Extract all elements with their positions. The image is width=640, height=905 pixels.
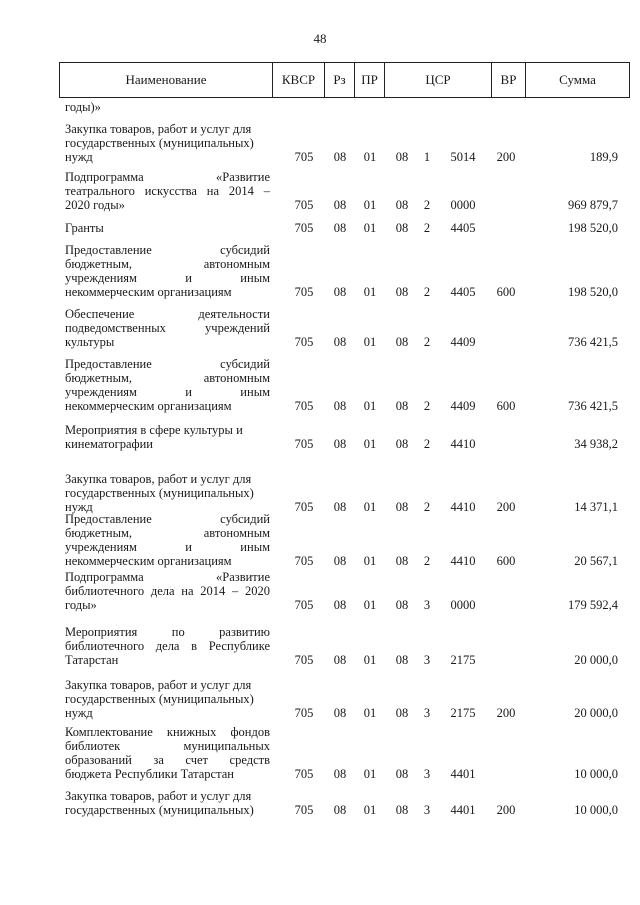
row-name-line: государственных (муниципальных) (65, 486, 254, 500)
cell-rz: 08 (333, 399, 347, 413)
row-name-line: бюджетным, автономным (65, 257, 270, 271)
cell-pr: 01 (363, 437, 377, 451)
cell-c3: 4410 (450, 437, 476, 451)
cell-pr: 01 (363, 767, 377, 781)
row-name-line: учреждениям и иным (65, 271, 270, 285)
row-name (65, 570, 270, 612)
cell-c1: 08 (395, 598, 409, 612)
row-name-line: Закупка товаров, работ и услуг для (65, 789, 252, 803)
cell-c1: 08 (395, 767, 409, 781)
row-name-line: Татарстан (65, 653, 119, 667)
table-row (0, 307, 640, 349)
cell-kvsr: 705 (294, 335, 314, 349)
row-name-line: Комплектование книжных фондов (65, 725, 270, 739)
row-name-line: библиотечного дела в Республике (65, 639, 270, 653)
cell-rz: 08 (333, 598, 347, 612)
row-name-line: бюджета Республики Татарстан (65, 767, 234, 781)
cell-c1: 08 (395, 285, 409, 299)
row-name-line: Гранты (65, 221, 104, 235)
cell-pr: 01 (363, 399, 377, 413)
row-name (65, 423, 270, 451)
table-row (0, 122, 640, 164)
cell-rz: 08 (333, 221, 347, 235)
cell-kvsr: 705 (294, 598, 314, 612)
cell-kvsr: 705 (294, 150, 314, 164)
row-name-line: библиотечного дела на 2014 – 2020 (65, 584, 270, 598)
row-name-line: бюджетным, автономным (65, 526, 270, 540)
row-name (65, 243, 270, 299)
row-name-line: Предоставление субсидий (65, 357, 270, 371)
table-row (0, 678, 640, 720)
row-name (65, 625, 270, 667)
row-name (65, 307, 270, 349)
cell-sum: 20 000,0 (574, 706, 618, 720)
cell-rz: 08 (333, 803, 347, 817)
cell-vr: 600 (496, 554, 516, 568)
cell-c1: 08 (395, 437, 409, 451)
cell-c1: 08 (395, 150, 409, 164)
cell-c2: 2 (423, 285, 431, 299)
cell-vr: 200 (496, 150, 516, 164)
table-row (0, 472, 640, 514)
table-row (0, 170, 640, 212)
table-row (0, 100, 640, 114)
header-rz: Рз (325, 63, 355, 97)
cell-rz: 08 (333, 437, 347, 451)
cell-c1: 08 (395, 198, 409, 212)
cell-c3: 4409 (450, 399, 476, 413)
cell-pr: 01 (363, 598, 377, 612)
cell-c3: 4410 (450, 500, 476, 514)
row-name-line: Подпрограмма «Развитие (65, 570, 270, 584)
cell-kvsr: 705 (294, 767, 314, 781)
cell-pr: 01 (363, 554, 377, 568)
row-name-line: Закупка товаров, работ и услуг для (65, 472, 252, 486)
cell-rz: 08 (333, 767, 347, 781)
row-name-line: некоммерческим организациям (65, 285, 232, 299)
cell-c2: 3 (423, 598, 431, 612)
header-pr: ПР (355, 63, 385, 97)
cell-sum: 10 000,0 (574, 803, 618, 817)
cell-c1: 08 (395, 399, 409, 413)
row-name-line: государственных (муниципальных) (65, 803, 254, 817)
row-name-line: Мероприятия в сфере культуры и (65, 423, 243, 437)
row-name-line: государственных (муниципальных) (65, 692, 254, 706)
table-row (0, 725, 640, 781)
cell-kvsr: 705 (294, 653, 314, 667)
row-name-line: некоммерческим организациям (65, 399, 232, 413)
cell-c3: 0000 (450, 198, 476, 212)
cell-c1: 08 (395, 500, 409, 514)
cell-sum: 736 421,5 (568, 335, 618, 349)
cell-kvsr: 705 (294, 706, 314, 720)
row-name-line: годы» (65, 598, 97, 612)
table-row (0, 423, 640, 451)
cell-c2: 2 (423, 554, 431, 568)
cell-kvsr: 705 (294, 285, 314, 299)
cell-sum: 969 879,7 (568, 198, 618, 212)
row-name-line: учреждениям и иным (65, 540, 270, 554)
table-row (0, 243, 640, 299)
row-name (65, 789, 270, 817)
cell-sum: 189,9 (589, 150, 618, 164)
row-name (65, 170, 270, 212)
row-name (65, 221, 270, 235)
cell-pr: 01 (363, 198, 377, 212)
cell-c3: 4405 (450, 221, 476, 235)
cell-pr: 01 (363, 221, 377, 235)
cell-rz: 08 (333, 706, 347, 720)
cell-sum: 736 421,5 (568, 399, 618, 413)
cell-kvsr: 705 (294, 437, 314, 451)
cell-c1: 08 (395, 653, 409, 667)
row-name-line: кинематографии (65, 437, 154, 451)
table-row (0, 789, 640, 817)
cell-c1: 08 (395, 803, 409, 817)
cell-kvsr: 705 (294, 554, 314, 568)
row-name-line: театрального искусства на 2014 – (65, 184, 270, 198)
row-name (65, 122, 270, 164)
row-name-line: нужд (65, 500, 93, 514)
row-name-line: образований за счет средств (65, 753, 270, 767)
header-name: Наименование (60, 63, 273, 97)
cell-vr: 200 (496, 803, 516, 817)
cell-c2: 2 (423, 221, 431, 235)
cell-pr: 01 (363, 706, 377, 720)
cell-sum: 20 567,1 (574, 554, 618, 568)
cell-c2: 2 (423, 437, 431, 451)
cell-c2: 2 (423, 335, 431, 349)
row-name-line: Подпрограмма «Развитие (65, 170, 270, 184)
cell-sum: 10 000,0 (574, 767, 618, 781)
cell-c1: 08 (395, 554, 409, 568)
cell-c3: 4409 (450, 335, 476, 349)
row-name (65, 725, 270, 781)
cell-c2: 3 (423, 803, 431, 817)
row-name-line: 2020 годы» (65, 198, 125, 212)
row-name-line: культуры (65, 335, 115, 349)
cell-c3: 4405 (450, 285, 476, 299)
row-name-line: некоммерческим организациям (65, 554, 232, 568)
header-csr: ЦСР (385, 63, 492, 97)
cell-pr: 01 (363, 500, 377, 514)
row-name-line: Мероприятия по развитию (65, 625, 270, 639)
cell-c3: 5014 (450, 150, 476, 164)
cell-c2: 3 (423, 767, 431, 781)
cell-pr: 01 (363, 335, 377, 349)
cell-rz: 08 (333, 500, 347, 514)
cell-sum: 20 000,0 (574, 653, 618, 667)
table-row (0, 357, 640, 413)
cell-pr: 01 (363, 150, 377, 164)
row-name-line: Предоставление субсидий (65, 512, 270, 526)
cell-kvsr: 705 (294, 500, 314, 514)
row-name (65, 100, 270, 114)
cell-c3: 2175 (450, 706, 476, 720)
header-kvsr: КВСР (273, 63, 325, 97)
cell-c3: 4401 (450, 803, 476, 817)
table-row (0, 221, 640, 235)
cell-rz: 08 (333, 150, 347, 164)
table-header (59, 62, 630, 98)
cell-kvsr: 705 (294, 803, 314, 817)
cell-rz: 08 (333, 285, 347, 299)
row-name-line: Обеспечение деятельности (65, 307, 270, 321)
cell-c1: 08 (395, 335, 409, 349)
header-sum: Сумма (559, 72, 596, 87)
row-name-line: библиотек муниципальных (65, 739, 270, 753)
cell-pr: 01 (363, 285, 377, 299)
cell-rz: 08 (333, 653, 347, 667)
row-name-line: подведомственных учреждений (65, 321, 270, 335)
cell-sum: 198 520,0 (568, 221, 618, 235)
cell-c3: 4401 (450, 767, 476, 781)
row-name-line: нужд (65, 706, 93, 720)
cell-c1: 08 (395, 221, 409, 235)
row-name (65, 472, 270, 514)
cell-c2: 1 (423, 150, 431, 164)
cell-rz: 08 (333, 335, 347, 349)
cell-kvsr: 705 (294, 399, 314, 413)
cell-vr: 200 (496, 500, 516, 514)
cell-c2: 2 (423, 198, 431, 212)
cell-pr: 01 (363, 803, 377, 817)
cell-c3: 2175 (450, 653, 476, 667)
row-name-line: Предоставление субсидий (65, 243, 270, 257)
cell-kvsr: 705 (294, 221, 314, 235)
header-vr: ВР (492, 63, 526, 97)
cell-rz: 08 (333, 198, 347, 212)
table-row (0, 512, 640, 568)
row-name-line: государственных (муниципальных) (65, 136, 254, 150)
row-name (65, 512, 270, 568)
table-row (0, 570, 640, 612)
cell-sum: 198 520,0 (568, 285, 618, 299)
row-name-line: годы)» (65, 100, 101, 114)
cell-sum: 34 938,2 (574, 437, 618, 451)
cell-c1: 08 (395, 706, 409, 720)
row-name-line: Закупка товаров, работ и услуг для (65, 678, 252, 692)
cell-sum: 179 592,4 (568, 598, 618, 612)
row-name (65, 357, 270, 413)
row-name-line: Закупка товаров, работ и услуг для (65, 122, 252, 136)
row-name-line: нужд (65, 150, 93, 164)
table-row (0, 625, 640, 667)
cell-pr: 01 (363, 653, 377, 667)
row-name-line: учреждениям и иным (65, 385, 270, 399)
cell-vr: 600 (496, 399, 516, 413)
cell-rz: 08 (333, 554, 347, 568)
cell-c2: 3 (423, 653, 431, 667)
cell-kvsr: 705 (294, 198, 314, 212)
cell-sum: 14 371,1 (574, 500, 618, 514)
cell-vr: 200 (496, 706, 516, 720)
row-name-line: бюджетным, автономным (65, 371, 270, 385)
cell-c3: 4410 (450, 554, 476, 568)
cell-c2: 2 (423, 500, 431, 514)
cell-c2: 2 (423, 399, 431, 413)
cell-vr: 600 (496, 285, 516, 299)
cell-c3: 0000 (450, 598, 476, 612)
row-name (65, 678, 270, 720)
cell-c2: 3 (423, 706, 431, 720)
page-number: 48 (313, 31, 327, 46)
